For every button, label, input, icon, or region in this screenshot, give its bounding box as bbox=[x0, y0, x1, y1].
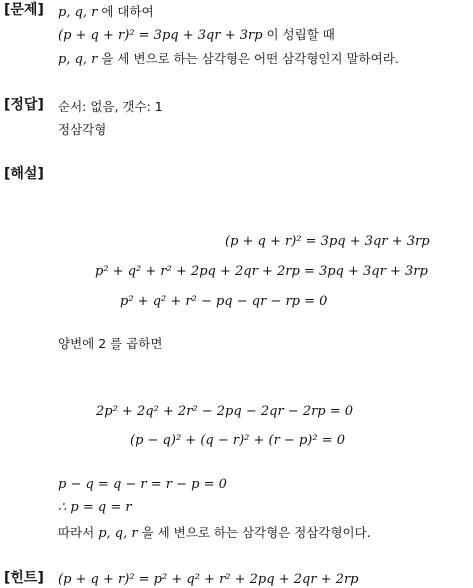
answer-value: 정삼각형 bbox=[58, 122, 107, 137]
conclusion-prefix: 따라서 bbox=[58, 525, 99, 540]
conclusion-vars: p, q, r bbox=[98, 526, 138, 541]
solution-label: [해설] bbox=[4, 166, 44, 182]
solution-step-text: 양변에 2 를 곱하면 bbox=[58, 336, 163, 351]
solution-equation-5: (p − q)² + (q − r)² + (r − p)² = 0 bbox=[130, 433, 345, 448]
solution-equation-4: 2p² + 2q² + 2r² − 2pq − 2qr − 2rp = 0 bbox=[96, 404, 354, 419]
problem-text: 에 대하여 bbox=[97, 4, 154, 19]
answer-label: [정답] bbox=[4, 97, 44, 113]
answer-order-count: 순서: 없음, 갯수: 1 bbox=[58, 99, 163, 114]
problem-label: [문제] bbox=[4, 2, 44, 18]
problem-equation: (p + q + r)² = 3pq + 3qr + 3rp bbox=[58, 28, 263, 43]
problem-line-1 bbox=[58, 4, 154, 21]
conclusion-text: 을 세 변으로 하는 삼각형은 정삼각형이다. bbox=[137, 525, 371, 540]
problem-vars: p, q, r bbox=[58, 52, 98, 67]
hint-label: [힌트] bbox=[4, 570, 44, 586]
solution-equation-6: p − q = q − r = r − p = 0 bbox=[58, 477, 227, 492]
solution-equation-7: ∴ p = q = r bbox=[58, 500, 132, 515]
solution-equation-3: p² + q² + r² − pq − qr − rp = 0 bbox=[120, 294, 328, 309]
solution-equation-2: p² + q² + r² + 2pq + 2qr + 2rp = 3pq + 3qr + 3rp bbox=[95, 264, 428, 279]
solution-equation-1: (p + q + r)² = 3pq + 3qr + 3rp bbox=[225, 234, 430, 249]
problem-vars: p, q, r bbox=[58, 5, 98, 20]
problem-line-2 bbox=[58, 27, 335, 44]
hint-equation: (p + q + r)² = p² + q² + r² + 2pq + 2qr + 2rp bbox=[58, 572, 359, 587]
problem-text: 이 성립할 때 bbox=[262, 27, 335, 42]
problem-line-3 bbox=[58, 51, 399, 68]
problem-question: 을 세 변으로 하는 삼각형은 어떤 삼각형인지 말하여라. bbox=[97, 51, 399, 66]
solution-conclusion bbox=[58, 525, 371, 542]
